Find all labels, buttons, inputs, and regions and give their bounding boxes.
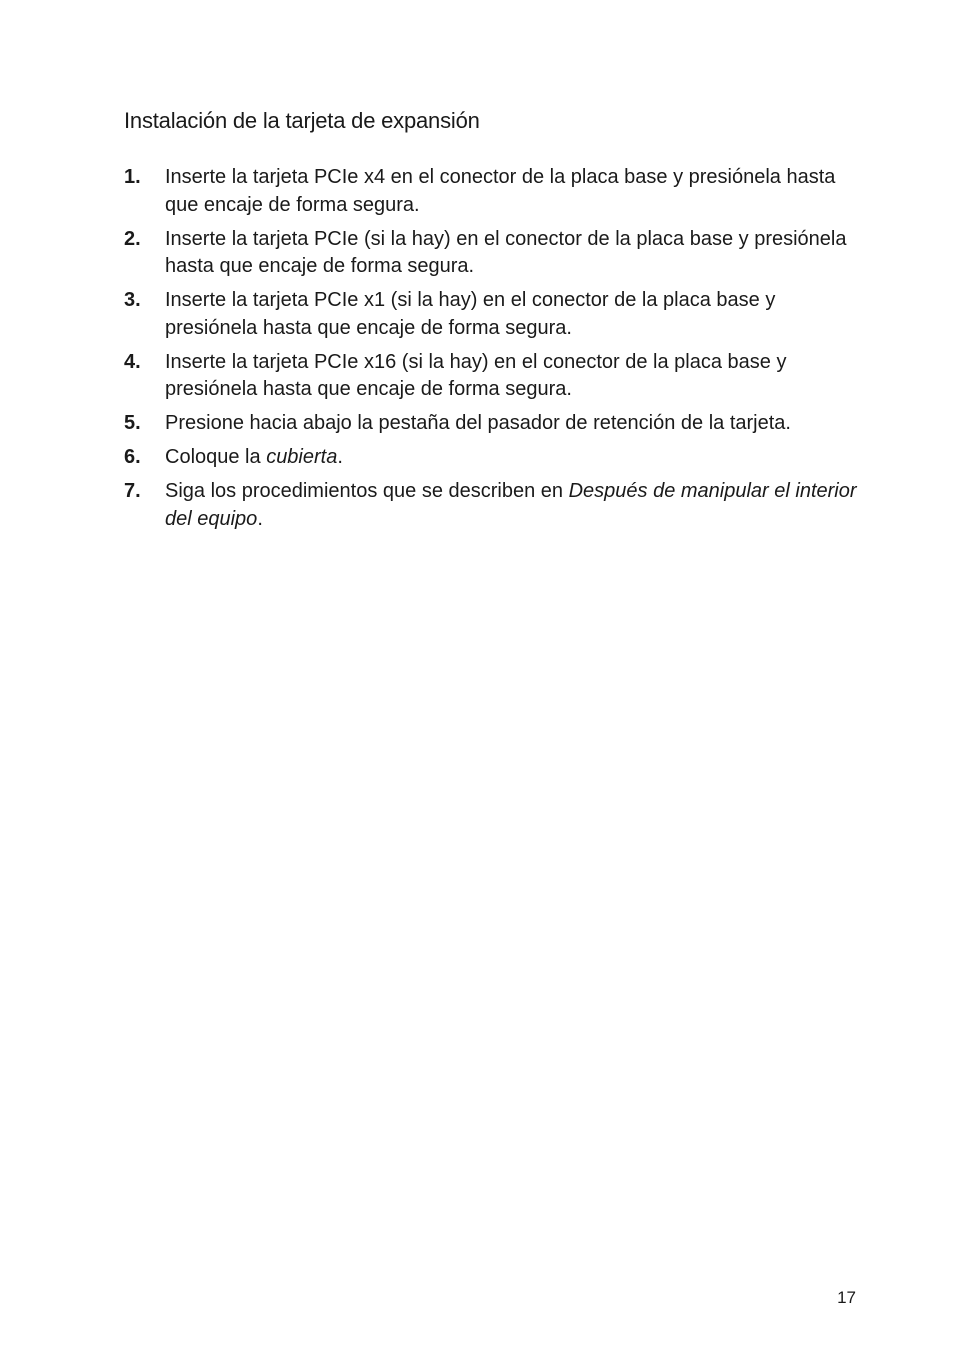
step-text: Inserte la tarjeta PCIe x1 (si la hay) en el conector de la placa base y presiónela hasta que encaje de forma segura. [165,289,776,339]
step-number: 7. [124,480,141,502]
step-text [165,444,864,472]
step-text-after: . [337,446,343,468]
list-item [124,410,864,438]
step-text-before: Coloque la [165,446,267,468]
step-number: 5. [124,412,141,434]
step-number: 2. [124,227,141,250]
cross-reference-cubierta[interactable]: cubierta [266,446,338,468]
step-text: Inserte la tarjeta PCIe x16 (si la hay) en el conector de la placa base y presiónela hasta que encaje de forma segura. [165,350,787,400]
step-text-before: Siga los procedimientos que se describen en [165,480,569,502]
installation-steps-list [124,164,864,540]
list-item [124,478,864,533]
step-text: Inserte la tarjeta PCIe x4 en el conector de la placa base y presiónela hasta que encaje de forma segura. [165,166,836,216]
step-number: 1. [124,166,141,188]
cross-reference-after-working-inside[interactable]: Después de manipular el interior del equipo [165,480,857,530]
list-item [124,226,864,281]
section-title: Instalación de la tarjeta de expansión [124,108,480,133]
list-item [124,444,864,472]
list-item [124,164,864,219]
step-text: Presione hacia abajo la pestaña del pasador de retención de la tarjeta. [165,412,791,434]
list-item [124,287,864,342]
step-text [165,478,864,533]
step-number: 4. [124,350,141,373]
step-text: Inserte la tarjeta PCIe (si la hay) en el conector de la placa base y presiónela hasta que encaje de forma segura. [165,227,847,277]
page-number: 17 [837,1288,856,1307]
step-number: 6. [124,446,141,468]
step-text-after: . [257,507,263,530]
list-item [124,349,864,404]
step-number: 3. [124,289,141,311]
